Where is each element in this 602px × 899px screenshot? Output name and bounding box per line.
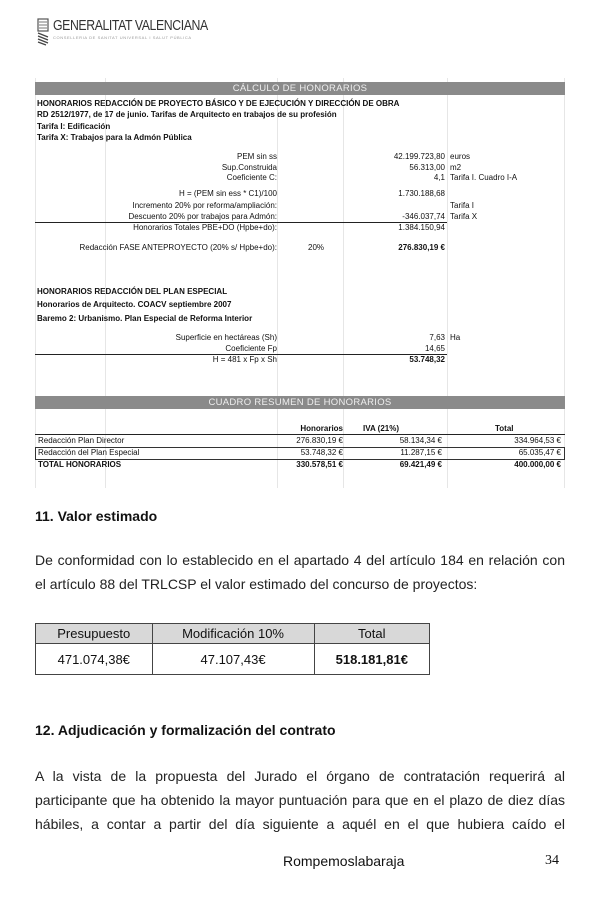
summary-title-bar: CUADRO RESUMEN DE HONORARIOS xyxy=(35,396,565,409)
table-header: Modificación 10% xyxy=(152,624,314,644)
row-label: H = (PEM sin ess * C1)/100 xyxy=(178,189,277,198)
row-value: -346.037,74 xyxy=(402,212,445,221)
row-iva: 11.287,15 € xyxy=(400,448,442,457)
estimated-value-table xyxy=(35,623,430,675)
row-total: 334.964,53 € xyxy=(514,436,561,445)
row-honorarios: 330.578,51 € xyxy=(296,460,343,469)
row-value: 53.748,32 xyxy=(409,355,445,364)
summary-header: Total xyxy=(495,424,514,433)
section-11-paragraph xyxy=(35,548,565,596)
row-label: Sup.Construida xyxy=(221,163,277,172)
plan-line: HONORARIOS REDACCIÓN DEL PLAN ESPECIAL xyxy=(37,287,228,296)
row-value: 56.313,00 xyxy=(409,163,445,172)
row-unit: m2 xyxy=(450,163,462,172)
calc-line: Tarifa X: Trabajos para la Admón Pública xyxy=(37,133,192,142)
row-total: 65.035,47 € xyxy=(518,448,561,457)
plan-line: Honorarios de Arquitecto. COACV septiembre 2007 xyxy=(37,300,232,309)
row-label: Superficie en hectáreas (Sh) xyxy=(175,333,277,342)
summary-header: Honorarios xyxy=(300,424,343,433)
row-label: Incremento 20% por reforma/ampliación: xyxy=(132,201,277,210)
paragraph-line: el artículo 88 del TRLCSP el valor estimado del concurso de proyectos: xyxy=(35,576,478,592)
calc-line: RD 2512/1977, de 17 de junio. Tarifas de Arquitecto en trabajos de su profesión xyxy=(37,110,337,119)
row-value: 7,63 xyxy=(429,333,445,342)
row-label: Redacción FASE ANTEPROYECTO (20% s/ Hpbe+do): xyxy=(79,243,277,252)
table-cell-total: 518.181,81€ xyxy=(314,644,429,675)
row-value: 4,1 xyxy=(433,173,445,182)
coat-of-arms-icon xyxy=(36,18,50,46)
row-iva: 69.421,49 € xyxy=(399,460,442,469)
section-12-heading: 12. Adjudicación y formalización del contrato xyxy=(35,722,336,738)
row-iva: 58.134,34 € xyxy=(399,436,442,445)
row-label: Honorarios Totales PBE+DO (Hpbe+do): xyxy=(133,223,277,232)
paragraph-line: participante que ha obtenido la mayor puntuación para que en el plazo de diez días xyxy=(35,792,565,808)
paragraph-line: De conformidad con lo establecido en el apartado 4 del artículo 184 en relación con xyxy=(35,552,565,568)
row-honorarios: 276.830,19 € xyxy=(296,436,343,445)
row-label: Coeficiente C: xyxy=(226,173,277,182)
paragraph-line: A la vista de la propuesta del Jurado el órgano de contratación requerirá al xyxy=(35,768,565,784)
row-unit: Ha xyxy=(450,333,461,342)
fee-calculation-sheet xyxy=(35,78,565,488)
calc-title-bar: CÁLCULO DE HONORARIOS xyxy=(35,82,565,95)
section-11-heading: 11. Valor estimado xyxy=(35,508,158,524)
row-unit: Tarifa X xyxy=(450,212,478,221)
summary-header: IVA (21%) xyxy=(363,424,400,433)
row-label: Redacción Plan Director xyxy=(38,436,125,445)
section-12-paragraph xyxy=(35,764,565,836)
table-cell: 471.074,38€ xyxy=(36,644,153,675)
row-label: TOTAL HONORARIOS xyxy=(38,460,122,469)
logo-subtitle: CONSELLERIA DE SANITAT UNIVERSAL I SALUT PÚBLICA xyxy=(53,35,192,40)
row-label: Coeficiente Fp xyxy=(225,344,277,353)
row-unit: euros xyxy=(450,152,471,161)
table-cell: 47.107,43€ xyxy=(152,644,314,675)
calc-line: HONORARIOS REDACCIÓN DE PROYECTO BÁSICO Y DE EJECUCIÓN Y DIRECCIÓN DE OBRA xyxy=(37,99,400,108)
row-unit: Tarifa I. Cuadro I-A xyxy=(450,173,518,182)
row-label: PEM sin ss xyxy=(236,152,277,161)
row-pct: 20% xyxy=(308,243,325,252)
row-value: 42.199.723,80 xyxy=(393,152,445,161)
footer-text: Rompemoslabaraja xyxy=(283,853,405,869)
table-header: Presupuesto xyxy=(36,624,153,644)
calc-line: Tarifa I: Edificación xyxy=(37,122,111,131)
row-honorarios: 53.748,32 € xyxy=(300,448,343,457)
row-label: Redacción del Plan Especial xyxy=(38,448,140,457)
generalitat-logo xyxy=(36,18,242,46)
paragraph-line: hábiles, a contar a partir del día siguiente a aquél en el que hubiera caído el xyxy=(35,816,565,832)
row-value: 14,65 xyxy=(424,344,445,353)
row-value: 276.830,19 € xyxy=(398,243,445,252)
divider xyxy=(35,434,565,435)
row-value: 1.384.150,94 xyxy=(398,223,445,232)
plan-line: Baremo 2: Urbanismo. Plan Especial de Reforma Interior xyxy=(37,314,253,323)
row-value: 1.730.188,68 xyxy=(398,189,445,198)
page-number: 34 xyxy=(545,853,559,868)
logo-title: GENERALITAT VALENCIANA xyxy=(53,17,208,34)
row-label: H = 481 x Fp x Sh xyxy=(212,355,277,364)
table-header: Total xyxy=(314,624,429,644)
row-unit: Tarifa I xyxy=(450,201,475,210)
row-label: Descuento 20% por trabajos para Admón: xyxy=(128,212,277,221)
row-total: 400.000,00 € xyxy=(514,460,561,469)
